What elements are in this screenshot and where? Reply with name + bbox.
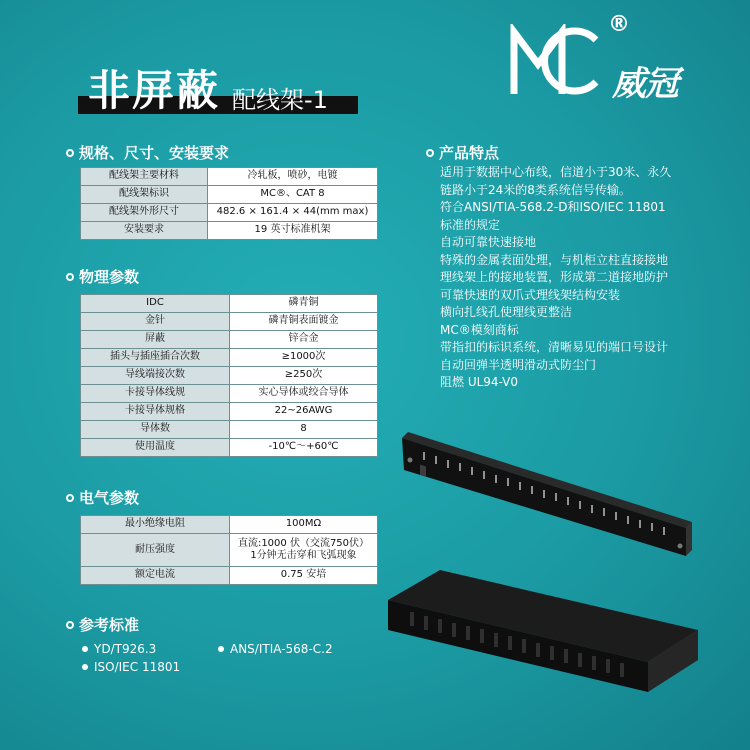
section-title: 规格、尺寸、安装要求 [79, 144, 230, 162]
table-row [81, 516, 378, 534]
table-value: 8 [230, 421, 378, 439]
bullet-icon [218, 646, 224, 652]
table-value: 磷青铜表面镀金 [230, 313, 378, 331]
section-physical-header [66, 266, 139, 287]
standards-list [80, 642, 380, 682]
cable-manager-bar [388, 570, 698, 692]
table-value: MC®、CAT 8 [208, 186, 378, 204]
list-item [82, 642, 156, 656]
physical-table [80, 294, 378, 457]
page-title: 非屏蔽 [88, 66, 221, 115]
bullet-icon [82, 646, 88, 652]
feature-line: 带指扣的标识系统，清晰易见的端口号设计 [440, 340, 669, 354]
section-title: 产品特点 [439, 144, 500, 162]
value-line-1: 直流:1000 伏（交流750伏） [237, 537, 370, 549]
table-value: 19 英寸标准机架 [208, 222, 378, 240]
table-key: 插头与插座插合次数 [81, 349, 230, 367]
table-value: 482.6 × 161.4 × 44(mm max) [208, 204, 378, 222]
bullet-icon [82, 664, 88, 670]
table-row [81, 567, 378, 585]
feature-line: 适用于数据中心布线，信道小于30米、永久 [440, 165, 672, 179]
feature-line: 特殊的金属表面处理，与机柜立柱直接接地 [440, 252, 669, 267]
feature-line: 理线架上的接地装置，形成第二道接地防护 [440, 270, 669, 284]
table-value: 锌合金 [230, 331, 378, 349]
bullet-ring-icon [66, 273, 74, 281]
table-key: 配线架主要材料 [81, 168, 208, 186]
table-row [81, 403, 378, 421]
section-specs-header [66, 142, 229, 163]
table-key: 金针 [81, 313, 230, 331]
electrical-table [80, 515, 378, 585]
feature-line: 符合ANSI/TIA-568.2-D和ISO/IEC 11801 [440, 200, 666, 214]
section-title: 参考标准 [79, 616, 140, 634]
table-value: -10℃～+60℃ [230, 439, 378, 457]
table-key: 安装要求 [81, 222, 208, 240]
table-key: IDC [81, 295, 230, 313]
table-row [81, 186, 378, 204]
table-value: 实心导体或绞合导体 [230, 385, 378, 403]
list-item [218, 642, 333, 656]
section-title: 物理参数 [79, 268, 140, 286]
table-row [81, 421, 378, 439]
table-value: 22~26AWG [230, 403, 378, 421]
table-key: 卡接导体规格 [81, 403, 230, 421]
table-row [81, 313, 378, 331]
table-key: 屏蔽 [81, 331, 230, 349]
feature-line: 阻燃 UL94-V0 [440, 375, 519, 389]
table-row [81, 168, 378, 186]
value-line-2: 1分钟无击穿和飞弧现象 [250, 550, 357, 561]
features-list [440, 164, 740, 392]
mc-logo [508, 24, 600, 96]
patch-panel-front [402, 432, 692, 556]
standard-text: YD/T926.3 [94, 642, 157, 656]
standard-text: ISO/IEC 11801 [94, 660, 181, 674]
table-key: 最小绝缘电阻 [81, 516, 230, 534]
table-row [81, 439, 378, 457]
table-value: 磷青铜 [230, 295, 378, 313]
feature-line: 可靠快速的双爪式理线架结构安装 [440, 287, 621, 302]
table-value: ≥250次 [230, 367, 378, 385]
feature-line: MC®模刻商标 [440, 322, 519, 337]
feature-line: 链路小于24米的8类系统信号传输。 [440, 182, 631, 197]
table-row [81, 385, 378, 403]
table-row [81, 367, 378, 385]
table-key: 卡接导体线规 [81, 385, 230, 403]
table-key: 配线架标识 [81, 186, 208, 204]
table-key: 配线架外形尺寸 [81, 204, 208, 222]
bullet-ring-icon [66, 494, 74, 502]
feature-line: 自动可靠快速接地 [440, 235, 537, 249]
section-title: 电气参数 [79, 489, 140, 507]
table-value [230, 534, 378, 567]
table-key: 耐压强度 [81, 534, 230, 567]
patch-panel-illustration [380, 430, 750, 750]
standard-text: ANS/ITIA-568-C.2 [230, 642, 333, 656]
table-key: 导线端接次数 [81, 367, 230, 385]
list-item [82, 660, 180, 674]
feature-line: 自动回弹半透明滑动式防尘门 [440, 357, 597, 372]
bullet-ring-icon [66, 149, 74, 157]
specs-table [80, 167, 378, 240]
feature-line: 横向扎线孔使理线更整洁 [440, 305, 573, 319]
table-key: 导体数 [81, 421, 230, 439]
table-row [81, 295, 378, 313]
section-electrical-header [66, 487, 139, 508]
bullet-ring-icon [426, 149, 434, 157]
table-row [81, 349, 378, 367]
table-value: 100MΩ [230, 516, 378, 534]
registered-mark: ® [608, 12, 630, 37]
section-standards-header [66, 614, 139, 635]
brand-name: 威冠 [612, 64, 678, 104]
section-features-header [426, 142, 499, 163]
table-key: 使用温度 [81, 439, 230, 457]
table-row [81, 222, 378, 240]
bullet-ring-icon [66, 621, 74, 629]
table-row [81, 534, 378, 567]
table-row [81, 204, 378, 222]
table-row [81, 331, 378, 349]
table-key: 额定电流 [81, 567, 230, 585]
table-value: ≥1000次 [230, 349, 378, 367]
table-value: 0.75 安培 [230, 567, 378, 585]
table-value: 冷轧板，喷砂，电镀 [208, 168, 378, 186]
page-subtitle: 配线架-1 [232, 86, 328, 114]
feature-line: 标准的规定 [440, 217, 501, 232]
